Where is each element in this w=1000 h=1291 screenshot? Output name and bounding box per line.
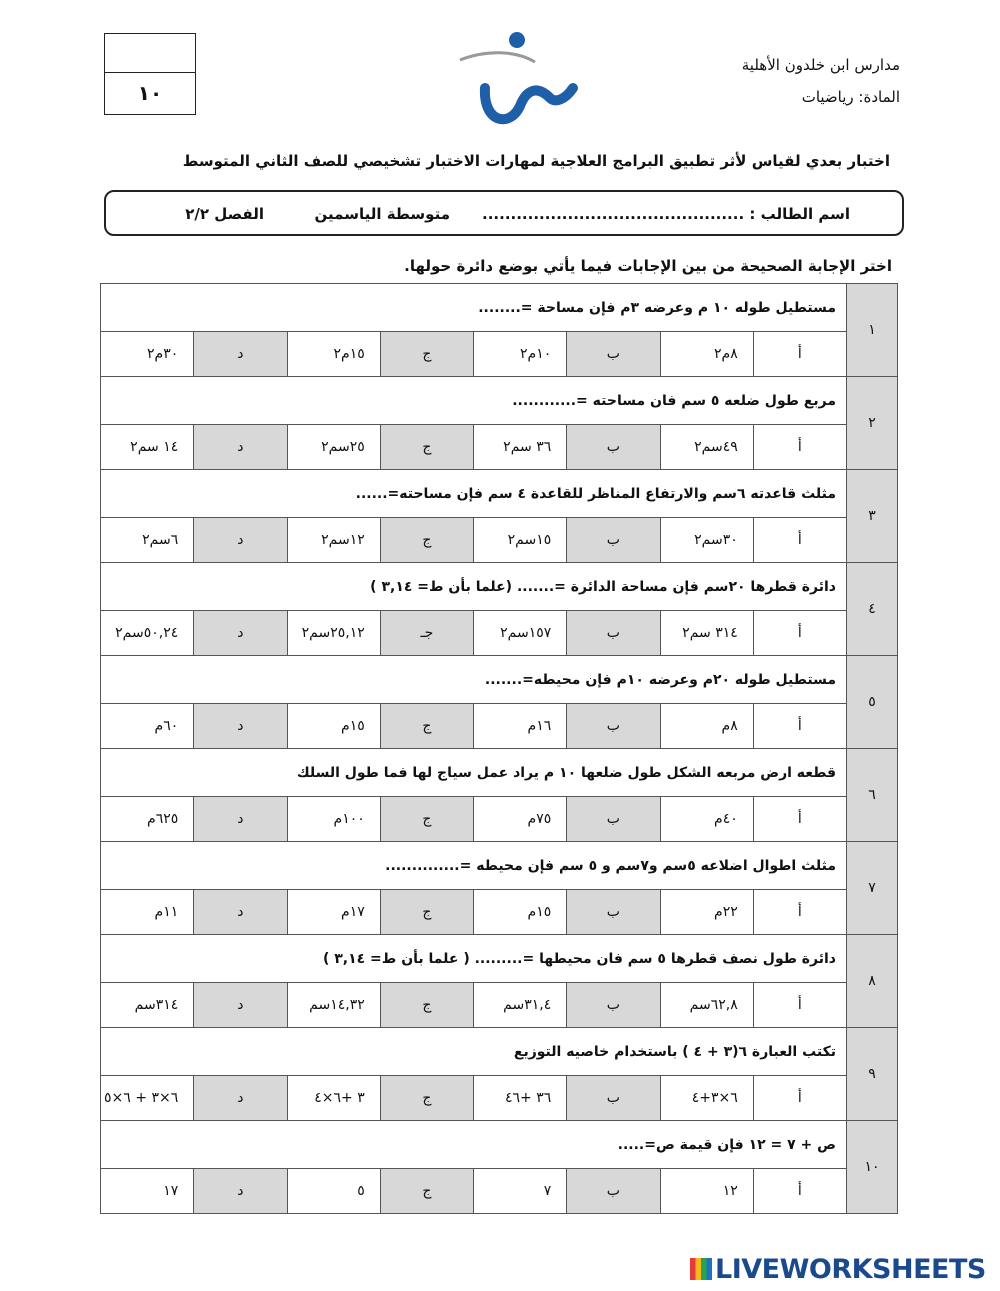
options-row xyxy=(101,983,898,1028)
question-row xyxy=(101,1028,898,1076)
answer-option[interactable]: ١٤ سم٢ xyxy=(101,425,194,470)
options-row xyxy=(101,704,898,749)
option-letter: ج xyxy=(380,1169,473,1214)
question-number: ٥ xyxy=(847,656,898,749)
option-letter: ج xyxy=(380,425,473,470)
option-letter: جـ xyxy=(380,611,473,656)
option-letter: أ xyxy=(753,425,846,470)
option-letter: ب xyxy=(567,518,660,563)
answer-option[interactable]: ٣١٤سم xyxy=(101,983,194,1028)
school-name-field: متوسطة الياسمين xyxy=(314,205,450,223)
answer-option[interactable]: ٥٠,٢٤سم٢ xyxy=(101,611,194,656)
option-letter: ب xyxy=(567,425,660,470)
option-letter: أ xyxy=(753,1169,846,1214)
question-text: ص + ٧ = ١٢ فإن قيمة ص=..... xyxy=(101,1121,847,1169)
options-row xyxy=(101,518,898,563)
question-row xyxy=(101,1121,898,1169)
question-text: مثلث اطوال اضلاعه ٥سم و٧سم و ٥ سم فإن محيطه =.............. xyxy=(101,842,847,890)
questions-table xyxy=(100,283,898,1214)
answer-option[interactable]: ٨م xyxy=(660,704,753,749)
option-letter: ج xyxy=(380,518,473,563)
liveworksheets-logo-icon xyxy=(690,1258,712,1280)
answer-option[interactable]: ١٤,٣٢سم xyxy=(287,983,380,1028)
answer-option[interactable]: ١٠٠م xyxy=(287,797,380,842)
question-row xyxy=(101,935,898,983)
question-number: ٣ xyxy=(847,470,898,563)
option-letter: د xyxy=(194,983,287,1028)
answer-option[interactable]: ١٢ xyxy=(660,1169,753,1214)
options-row xyxy=(101,1169,898,1214)
option-letter: د xyxy=(194,797,287,842)
option-letter: أ xyxy=(753,890,846,935)
options-row xyxy=(101,611,898,656)
question-text: مثلث قاعدته ٦سم والارتفاع المناظر للقاعدة ٤ سم فإن مساحته=...... xyxy=(101,470,847,518)
option-letter: أ xyxy=(753,518,846,563)
question-text: دائرة قطرها ٢٠سم فإن مساحة الدائرة =....... (علما بأن ط= ٣,١٤ ) xyxy=(101,563,847,611)
options-row xyxy=(101,425,898,470)
option-letter: د xyxy=(194,1076,287,1121)
question-row xyxy=(101,749,898,797)
answer-option[interactable]: ١١م xyxy=(101,890,194,935)
option-letter: ج xyxy=(380,983,473,1028)
option-letter: د xyxy=(194,518,287,563)
answer-option[interactable]: ٦٠م xyxy=(101,704,194,749)
answer-option[interactable]: ٢٥,١٢سم٢ xyxy=(287,611,380,656)
question-number: ٢ xyxy=(847,377,898,470)
school-name: مدارس ابن خلدون الأهلية xyxy=(741,56,900,74)
question-text: مستطيل طوله ٢٠م وعرضه ١٠م فإن محيطه=....... xyxy=(101,656,847,704)
answer-option[interactable]: ٧٥م xyxy=(474,797,567,842)
option-letter: أ xyxy=(753,611,846,656)
question-number: ٦ xyxy=(847,749,898,842)
answer-option[interactable]: ٣٠م٢ xyxy=(101,332,194,377)
answer-option[interactable]: ١٥سم٢ xyxy=(474,518,567,563)
answer-option[interactable]: ١٧م xyxy=(287,890,380,935)
question-number: ٨ xyxy=(847,935,898,1028)
option-letter: ج xyxy=(380,704,473,749)
score-box xyxy=(104,33,196,115)
answer-option[interactable]: ٢٥سم٢ xyxy=(287,425,380,470)
answer-option[interactable]: ٣ +٦×٤ xyxy=(287,1076,380,1121)
student-name-label: اسم الطالب : .............................................. xyxy=(482,205,850,223)
instructions: اختر الإجابة الصحيحة من بين الإجابات فيما يأتي بوضع دائرة حولها. xyxy=(404,257,892,275)
class-label: الفصل ٢/٢ xyxy=(185,205,264,223)
option-letter: د xyxy=(194,332,287,377)
exam-title: اختبار بعدي لقياس لأثر تطبيق البرامج العلاجية لمهارات الاختبار تشخيصي للصف الثاني المتوسط xyxy=(182,152,890,170)
option-letter: د xyxy=(194,611,287,656)
answer-option[interactable]: ٤٩سم٢ xyxy=(660,425,753,470)
option-letter: أ xyxy=(753,983,846,1028)
answer-option[interactable]: ٦٢٥م xyxy=(101,797,194,842)
option-letter: ج xyxy=(380,890,473,935)
answer-option[interactable]: ٦×٣ + ٦×٥ xyxy=(101,1076,194,1121)
question-text: دائرة طول نصف قطرها ٥ سم فان محيطها =......... ( علما بأن ط= ٣,١٤ ) xyxy=(101,935,847,983)
options-row xyxy=(101,332,898,377)
answer-option[interactable]: ٨م٢ xyxy=(660,332,753,377)
option-letter: أ xyxy=(753,797,846,842)
watermark: LIVEWORKSHEETS xyxy=(690,1254,986,1285)
options-row xyxy=(101,797,898,842)
answer-option[interactable]: ١٥م xyxy=(287,704,380,749)
question-text: قطعه ارض مربعه الشكل طول ضلعها ١٠ م يراد عمل سياج لها فما طول السلك xyxy=(101,749,847,797)
answer-option[interactable]: ١٥م٢ xyxy=(287,332,380,377)
question-text: مربع طول ضلعه ٥ سم فان مساحته =............ xyxy=(101,377,847,425)
answer-option[interactable]: ٣١٤ سم٢ xyxy=(660,611,753,656)
answer-option[interactable]: ٤٠م xyxy=(660,797,753,842)
answer-option[interactable]: ٦×٣+٤ xyxy=(660,1076,753,1121)
answer-option[interactable]: ١٦م xyxy=(474,704,567,749)
answer-option[interactable]: ٥ xyxy=(287,1169,380,1214)
answer-option[interactable]: ٣١,٤سم xyxy=(474,983,567,1028)
option-letter: ب xyxy=(567,890,660,935)
option-letter: ب xyxy=(567,797,660,842)
subject-label: المادة: رياضيات xyxy=(801,88,900,106)
option-letter: د xyxy=(194,1169,287,1214)
question-number: ١٠ xyxy=(847,1121,898,1214)
options-row xyxy=(101,890,898,935)
answer-option[interactable]: ٧ xyxy=(474,1169,567,1214)
options-row xyxy=(101,1076,898,1121)
question-row xyxy=(101,842,898,890)
question-number: ١ xyxy=(847,284,898,377)
answer-option[interactable]: ١٥م xyxy=(474,890,567,935)
answer-option[interactable]: ٢٢م xyxy=(660,890,753,935)
question-number: ٤ xyxy=(847,563,898,656)
answer-option[interactable]: ١٧ xyxy=(101,1169,194,1214)
question-text: مستطيل طوله ١٠ م وعرضه ٣م فإن مساحة =........ xyxy=(101,284,847,332)
option-letter: ب xyxy=(567,611,660,656)
answer-option[interactable]: ١٢سم٢ xyxy=(287,518,380,563)
option-letter: ب xyxy=(567,1076,660,1121)
option-letter: ج xyxy=(380,332,473,377)
question-row xyxy=(101,656,898,704)
option-letter: د xyxy=(194,704,287,749)
question-row xyxy=(101,377,898,425)
option-letter: ب xyxy=(567,704,660,749)
student-info-box xyxy=(104,190,904,236)
question-text: تكتب العبارة ٦(٣ + ٤ ) باستخدام خاصيه التوزيع xyxy=(101,1028,847,1076)
option-letter: أ xyxy=(753,1076,846,1121)
score-value: ١٠ xyxy=(137,81,163,105)
option-letter: ب xyxy=(567,983,660,1028)
answer-option[interactable]: ١٥٧سم٢ xyxy=(474,611,567,656)
question-number: ٩ xyxy=(847,1028,898,1121)
question-number: ٧ xyxy=(847,842,898,935)
question-row xyxy=(101,470,898,518)
answer-option[interactable]: ١٠م٢ xyxy=(474,332,567,377)
option-letter: أ xyxy=(753,704,846,749)
answer-option[interactable]: ٣٠سم٢ xyxy=(660,518,753,563)
option-letter: ب xyxy=(567,332,660,377)
answer-option[interactable]: ٦٢,٨سم xyxy=(660,983,753,1028)
option-letter: أ xyxy=(753,332,846,377)
question-row xyxy=(101,563,898,611)
option-letter: د xyxy=(194,890,287,935)
question-row xyxy=(101,284,898,332)
answer-option[interactable]: ٣٦ سم٢ xyxy=(474,425,567,470)
option-letter: ب xyxy=(567,1169,660,1214)
answer-option[interactable]: ٣٦ +٤٦ xyxy=(474,1076,567,1121)
option-letter: د xyxy=(194,425,287,470)
school-logo xyxy=(455,28,580,138)
option-letter: ج xyxy=(380,797,473,842)
answer-option[interactable]: ٦سم٢ xyxy=(101,518,194,563)
option-letter: ج xyxy=(380,1076,473,1121)
